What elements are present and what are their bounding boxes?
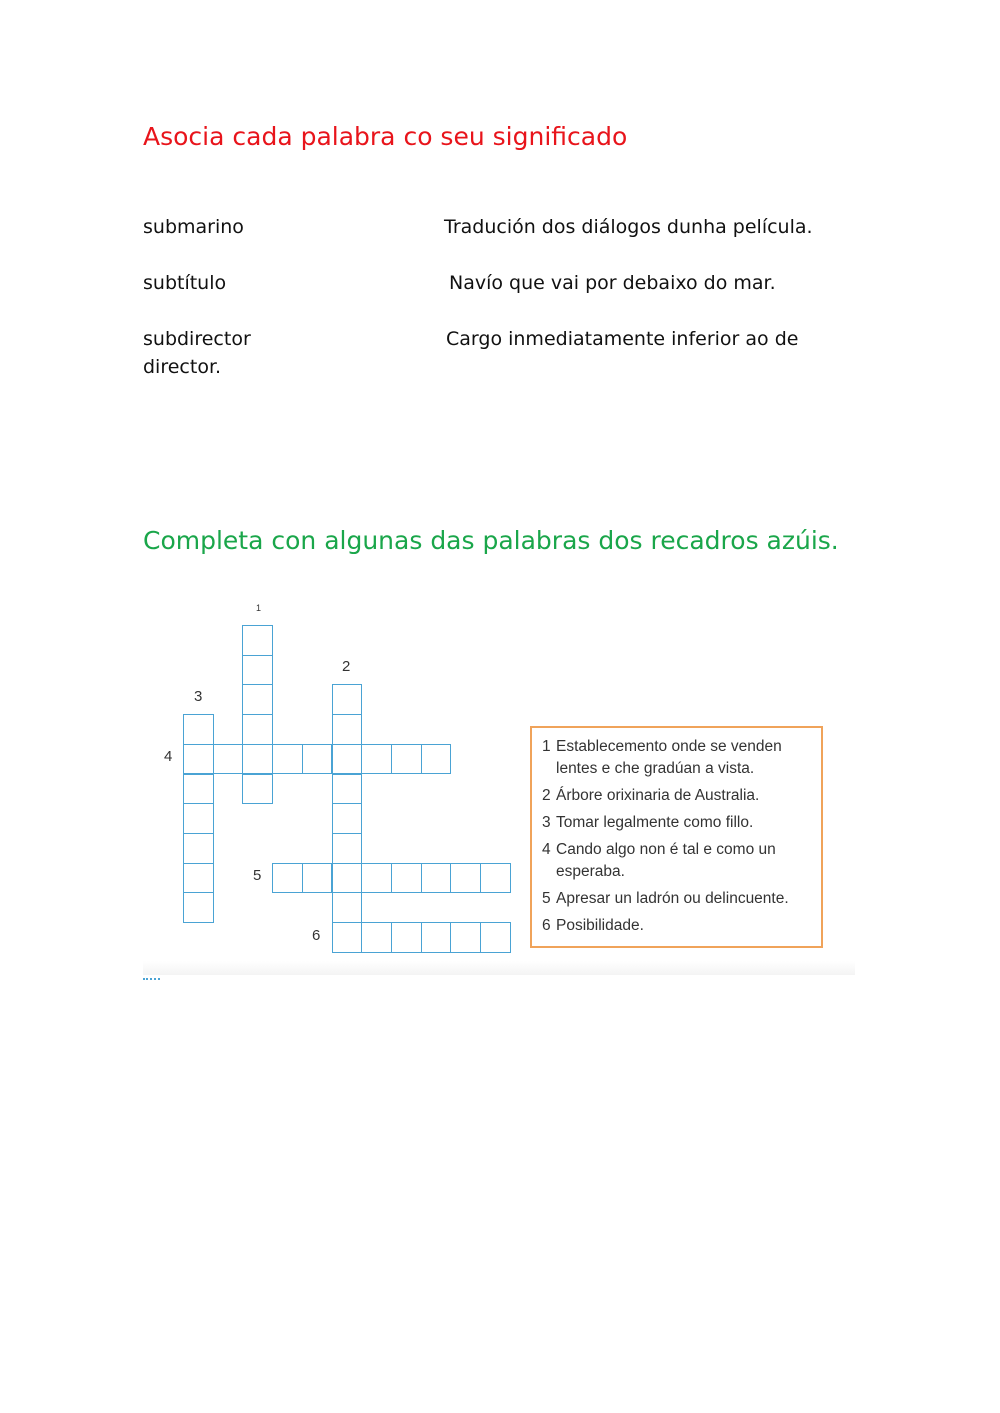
definition-3-continuation: director. bbox=[143, 356, 222, 378]
clue-item bbox=[542, 888, 811, 910]
clue-item bbox=[542, 915, 811, 937]
clue-number-1: 1 bbox=[256, 603, 262, 613]
crossword-cell[interactable] bbox=[450, 863, 481, 894]
crossword-cell[interactable] bbox=[450, 922, 481, 953]
clue-number-3: 3 bbox=[194, 688, 203, 705]
section-title-complete: Completa con algunas das palabras dos recadros azúis. bbox=[143, 526, 839, 555]
clue-number-4: 4 bbox=[164, 748, 173, 765]
clue-item-text: Tomar legalmente como fillo. bbox=[556, 814, 754, 831]
crossword-cell[interactable] bbox=[183, 774, 214, 805]
crossword-cell[interactable] bbox=[421, 744, 452, 775]
page-mark bbox=[143, 978, 160, 982]
crossword-cell[interactable] bbox=[183, 833, 214, 864]
puzzle-shadow bbox=[143, 961, 855, 975]
crossword-cell[interactable] bbox=[183, 803, 214, 834]
clue-item-number: 5 bbox=[542, 890, 551, 907]
crossword-cell[interactable] bbox=[421, 863, 452, 894]
crossword-cell[interactable] bbox=[480, 863, 511, 894]
crossword-cell[interactable] bbox=[242, 655, 273, 686]
clue-item bbox=[542, 812, 811, 834]
crossword-cell[interactable] bbox=[480, 922, 511, 953]
clue-item-text: Cando algo non é tal e como un esperaba. bbox=[556, 841, 776, 880]
crossword-cell[interactable] bbox=[391, 744, 422, 775]
word-subdirector: subdirector bbox=[143, 328, 251, 350]
clue-number-6: 6 bbox=[312, 927, 321, 944]
crossword-cell[interactable] bbox=[242, 774, 273, 805]
crossword-cell[interactable] bbox=[242, 744, 273, 775]
crossword-cell[interactable] bbox=[361, 863, 392, 894]
crossword-cell[interactable] bbox=[242, 714, 273, 745]
crossword-cell[interactable] bbox=[183, 744, 214, 775]
crossword-cell[interactable] bbox=[242, 625, 273, 656]
crossword-cell[interactable] bbox=[302, 863, 333, 894]
clue-item-text: Establecemento onde se venden lentes e che gradúan a vista. bbox=[556, 738, 782, 777]
clue-item-number: 3 bbox=[542, 814, 551, 831]
clue-item-text: Posibilidade. bbox=[556, 917, 644, 934]
crossword-cell[interactable] bbox=[361, 922, 392, 953]
crossword-cell[interactable] bbox=[332, 774, 363, 805]
clue-item bbox=[542, 839, 811, 883]
crossword-cell[interactable] bbox=[183, 863, 214, 894]
clue-item-number: 2 bbox=[542, 787, 551, 804]
crossword-cell[interactable] bbox=[391, 863, 422, 894]
clue-item-number: 4 bbox=[542, 841, 551, 858]
crossword-cell[interactable] bbox=[332, 833, 363, 864]
crossword-cell[interactable] bbox=[332, 714, 363, 745]
crossword-cell[interactable] bbox=[272, 863, 303, 894]
crossword-cell[interactable] bbox=[332, 922, 363, 953]
crossword-cell[interactable] bbox=[361, 744, 392, 775]
clue-item bbox=[542, 785, 811, 807]
definition-2: Navío que vai por debaixo do mar. bbox=[449, 272, 776, 294]
clue-number-5: 5 bbox=[253, 867, 262, 884]
word-submarino: submarino bbox=[143, 216, 244, 238]
crossword-cell[interactable] bbox=[332, 684, 363, 715]
crossword-cell[interactable] bbox=[302, 744, 333, 775]
section-title-associate: Asocia cada palabra co seu significado bbox=[143, 122, 628, 151]
crossword-cell[interactable] bbox=[332, 744, 363, 775]
crossword-cell[interactable] bbox=[272, 744, 303, 775]
definition-1: Tradución dos diálogos dunha película. bbox=[444, 216, 813, 238]
clue-item-number: 1 bbox=[542, 738, 551, 755]
clue-item-number: 6 bbox=[542, 917, 551, 934]
crossword-cell[interactable] bbox=[183, 714, 214, 745]
clue-item bbox=[542, 736, 811, 780]
crossword-puzzle bbox=[143, 595, 855, 980]
crossword-cell[interactable] bbox=[332, 892, 363, 923]
word-subtitulo: subtítulo bbox=[143, 272, 227, 294]
definition-3: Cargo inmediatamente inferior ao de bbox=[446, 328, 799, 350]
clue-item-text: Apresar un ladrón ou delincuente. bbox=[556, 890, 789, 907]
crossword-cell[interactable] bbox=[391, 922, 422, 953]
crossword-cell[interactable] bbox=[332, 803, 363, 834]
crossword-cell[interactable] bbox=[421, 922, 452, 953]
crossword-cell[interactable] bbox=[242, 684, 273, 715]
crossword-cell[interactable] bbox=[213, 744, 244, 775]
crossword-cell[interactable] bbox=[183, 892, 214, 923]
clue-item-text: Árbore orixinaria de Australia. bbox=[556, 787, 760, 804]
clues-box bbox=[530, 726, 823, 948]
crossword-cell[interactable] bbox=[332, 863, 363, 894]
clue-number-2: 2 bbox=[342, 658, 351, 675]
